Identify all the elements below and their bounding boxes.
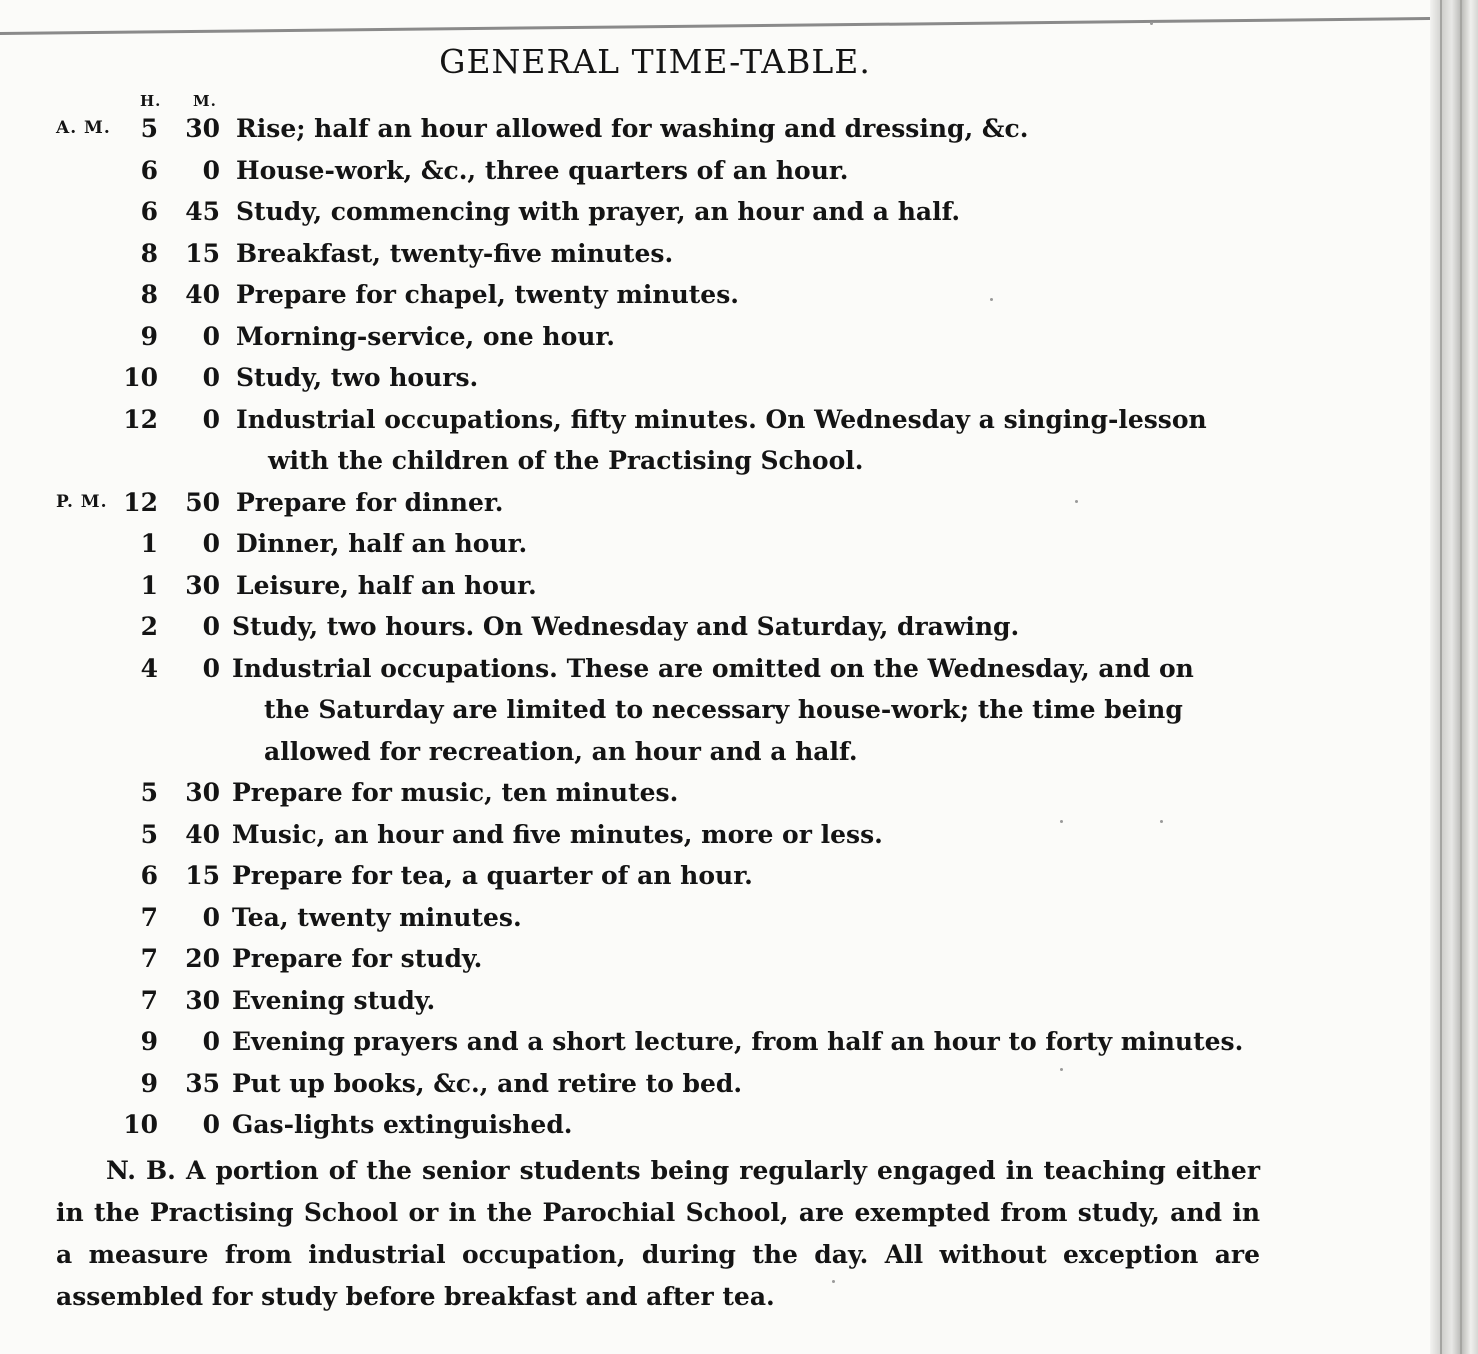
activity-text [232, 648, 1256, 773]
minute-cell: 0 [202, 529, 220, 558]
hour-cell: 6 [140, 155, 158, 185]
minute-cell: 0 [202, 363, 220, 392]
activity-text: Study, two hours. [236, 363, 479, 392]
nota-bene-paragraph: N. B. A portion of the senior students being regularly engaged in teaching either in the Practising School or in the Parochial School, are exempted from study, and in a measure from industrial occupation, during the day. All without exception are assembled for study before breakfast and after tea. [56, 1156, 1260, 1311]
minute-cell: 45 [185, 197, 220, 226]
hour-cell: 10 [123, 1110, 158, 1139]
table-row [0, 980, 1300, 1022]
hour-cell: 9 [140, 1027, 158, 1056]
activity-text-continuation: allowed for recreation, an hour and a half. [264, 736, 858, 766]
table-row [0, 523, 1300, 565]
hour-cell: 1 [140, 529, 158, 558]
table-row [0, 150, 1300, 192]
hour-cell: 2 [140, 612, 158, 641]
scan-speck [990, 298, 993, 301]
activity-text [236, 399, 1260, 482]
table-row [0, 1021, 1300, 1063]
activity-text: Morning-service, one hour. [236, 321, 616, 351]
minute-cell: 0 [202, 653, 220, 683]
minute-cell: 20 [185, 944, 220, 973]
minute-cell: 40 [185, 280, 220, 309]
activity-text: Prepare for study. [232, 944, 483, 973]
hour-cell: 6 [140, 861, 158, 890]
minute-cell: 0 [202, 1027, 220, 1056]
minutes-column-header: M. [193, 92, 217, 110]
hour-cell: 5 [140, 778, 158, 807]
table-row [0, 648, 1300, 773]
table-row [0, 897, 1300, 939]
activity-text: Tea, twenty minutes. [232, 902, 522, 932]
hour-cell: 7 [140, 985, 158, 1015]
hour-cell: 9 [140, 321, 158, 351]
hour-cell: 1 [140, 570, 158, 600]
activity-text-line: Industrial occupations. These are omitted on the Wednesday, and on [232, 653, 1194, 683]
activity-text: Prepare for music, ten minutes. [232, 778, 679, 807]
table-row [0, 855, 1300, 897]
minute-cell: 40 [185, 819, 220, 849]
table-row [0, 233, 1300, 275]
hour-cell: 5 [140, 819, 158, 849]
minute-cell: 30 [185, 114, 220, 143]
table-row [0, 357, 1300, 399]
activity-text: House-work, &c., three quarters of an hour. [236, 155, 849, 185]
hour-cell: 7 [140, 902, 158, 932]
activity-text: Study, commencing with prayer, an hour and a half. [236, 197, 961, 226]
minute-cell: 0 [202, 612, 220, 641]
minute-cell: 0 [202, 1110, 220, 1139]
scan-speck [832, 1280, 835, 1283]
page-top-edge [0, 17, 1440, 35]
minute-cell: 35 [185, 1068, 220, 1098]
activity-text: Breakfast, twenty-five minutes. [236, 238, 674, 268]
table-row [0, 316, 1300, 358]
hour-cell: 8 [140, 280, 158, 309]
table-row [0, 606, 1300, 648]
table-row [0, 191, 1300, 233]
activity-text: Prepare for chapel, twenty minutes. [236, 280, 739, 309]
minute-cell: 30 [185, 985, 220, 1015]
table-row [0, 274, 1300, 316]
hour-cell: 8 [140, 238, 158, 268]
activity-text: Evening study. [232, 985, 436, 1015]
binding-gutter [1430, 0, 1478, 1354]
activity-text: Study, two hours. On Wednesday and Saturday, drawing. [232, 612, 1020, 641]
table-row [0, 1104, 1300, 1146]
table-row [0, 772, 1300, 814]
period-label: P. M. [56, 491, 108, 512]
scan-speck [1060, 1068, 1063, 1071]
hours-column-header: H. [140, 92, 162, 110]
hour-cell: 10 [123, 363, 158, 392]
minute-cell: 15 [185, 861, 220, 890]
activity-text: Evening prayers and a short lecture, from half an hour to forty minutes. [232, 1027, 1244, 1056]
minute-cell: 15 [185, 238, 220, 268]
table-row [0, 1063, 1300, 1105]
activity-text: Gas-lights extinguished. [232, 1110, 573, 1139]
hour-cell: 12 [123, 404, 158, 434]
period-label: A. M. [56, 118, 111, 138]
table-row [0, 938, 1300, 980]
table-row [0, 482, 1300, 524]
table-row [0, 565, 1300, 607]
activity-text: Put up books, &c., and retire to bed. [232, 1068, 743, 1098]
minute-cell: 0 [202, 321, 220, 351]
minute-cell: 0 [202, 155, 220, 185]
minute-cell: 30 [185, 570, 220, 600]
hour-cell: 12 [123, 487, 158, 517]
activity-text-continuation: the Saturday are limited to necessary house-work; the time being [264, 695, 1183, 724]
gutter-line [1460, 0, 1462, 1354]
activity-text-line: Industrial occupations, fifty minutes. On Wednesday a singing-lesson [236, 404, 1207, 434]
table-row [0, 108, 1300, 150]
hour-cell: 9 [140, 1068, 158, 1098]
minute-cell: 0 [202, 902, 220, 932]
activity-text: Prepare for dinner. [236, 487, 504, 517]
gutter-line [1440, 0, 1442, 1354]
scan-speck [1150, 22, 1153, 25]
hour-cell: 7 [140, 944, 158, 973]
hour-cell: 4 [140, 653, 158, 683]
minute-cell: 0 [202, 404, 220, 434]
activity-text-continuation: with the children of the Practising School. [268, 446, 864, 475]
activity-text: Leisure, half an hour. [236, 570, 537, 600]
scan-speck [1160, 820, 1163, 823]
activity-text: Music, an hour and five minutes, more or less. [232, 819, 883, 849]
table-row [0, 814, 1300, 856]
hour-cell: 5 [140, 114, 158, 143]
hour-cell: 6 [140, 197, 158, 226]
activity-text: Rise; half an hour allowed for washing and dressing, &c. [236, 114, 1029, 143]
timetable [0, 108, 1300, 1146]
minute-cell: 50 [185, 487, 220, 517]
table-row [0, 399, 1300, 482]
minute-cell: 30 [185, 778, 220, 807]
scan-speck [1075, 500, 1078, 503]
scan-speck [1060, 820, 1063, 823]
activity-text: Prepare for tea, a quarter of an hour. [232, 861, 753, 890]
activity-text: Dinner, half an hour. [236, 529, 528, 558]
page-title: GENERAL TIME-TABLE. [439, 42, 871, 81]
